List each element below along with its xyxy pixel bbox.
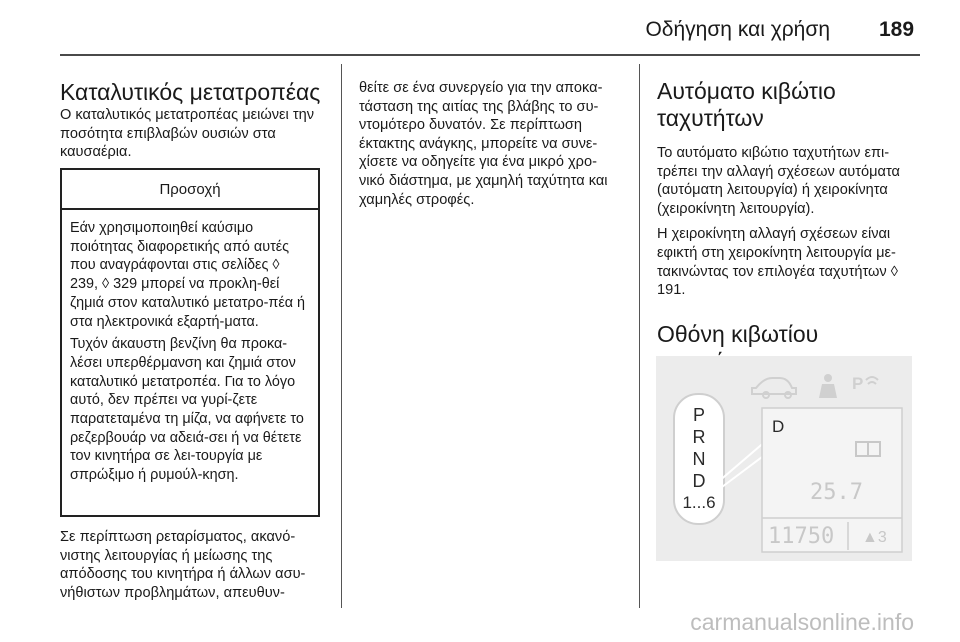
gear-p: P — [692, 405, 706, 425]
section-heading-display: Οθόνη κιβωτίου — [657, 320, 819, 347]
page-number: 189 — [879, 18, 915, 41]
caution-paragraph-1: Εάν χρησιμοποιηθεί καύσιμο ποιότητας διαφορετικής από αυτές που αναγράφονται στις σελίδες ◊ 239, ◊ 329 μπορεί να προκλη-θεί ζημιά στον καταλυτικό μετατρο-πέα ή στα ηλεκτρονικά εξαρτή-ματα. — [70, 220, 306, 330]
column-2 — [359, 79, 621, 209]
header-title: Οδήγηση και χρήση — [645, 18, 830, 41]
gear-manual: 1...6 — [682, 493, 716, 512]
park-label: P — [852, 374, 864, 393]
display-temperature: 25.7 — [810, 480, 863, 505]
caution-paragraph-2: Τυχόν άκαυστη βενζίνη θα προκα-λέσει υπερθέρμανση και ζημιά στον καταλυτικό μετατροπέα. Για το λόγο αυτό, δεν πρέπει να γυρί-ζετε παρατεταμένα τη μίζα, να αφήνετε το ρεζερβουάρ να αδειά-σει ή να θέτετε τον κινητήρα σε λει-τουργία με σπρώξιμο ή ρυμούλ-κηση. — [70, 336, 304, 484]
continued-text: θείτε σε ένα συνεργείο για την αποκα-τάσταση της αιτίας της βλάβης το συ-ντομότερο δυνατόν. Σε περίπτωση έκτακτης ανάγκης, μπορείτε να συνε-χίσετε να οδηγείτε για ένα μικρό χρο-νικό διάστημα, με χαμηλή ταχύτητα και χαμηλές στροφές. — [359, 80, 608, 208]
column-divider-1 — [341, 64, 342, 608]
header-rule — [60, 54, 920, 56]
automatic-paragraph-2: Η χειροκίνητη αλλαγή σχέσεων είναι εφικτή στη χειροκίνητη λειτουργία με-τακινώντας τον επιλογέα ταχυτήτων ◊ 191. — [657, 226, 898, 299]
column-1-bottom — [60, 528, 328, 602]
gear-d: D — [692, 471, 706, 491]
display-gear: D — [772, 417, 785, 436]
section-heading-catalytic: Καταλυτικός μετατροπέας — [60, 79, 321, 105]
section-heading-automatic: Αυτόματο κιβώτιο ταχυτήτων — [657, 78, 836, 131]
gear-display-illustration — [656, 356, 912, 561]
gear-r: R — [692, 427, 706, 447]
automatic-paragraph-1: Το αυτόματο κιβώτιο ταχυτήτων επι-τρέπει την αλλαγή σχέσεων αυτόματα (αυτόματη λειτουργία) ή χειροκίνητα (χειροκίνητη λειτουργία). — [657, 145, 900, 217]
column-1 — [60, 79, 328, 162]
caution-box — [60, 168, 320, 517]
caution-title: Προσοχή — [62, 170, 318, 210]
display-indicator: ▲3 — [862, 529, 887, 546]
bottom-text: Σε περίπτωση ρεταρίσματος, ακανό-νιστης λειτουργίας ή μείωσης της απόδοσης του κινητήρα ή άλλων ασυ-νήθιστων προβλημάτων, απευθυν- — [60, 529, 306, 601]
column-3 — [657, 78, 923, 375]
gear-n: N — [692, 449, 706, 469]
column-divider-2 — [639, 64, 640, 608]
watermark: carmanualsonline.info — [690, 609, 914, 635]
display-odometer: 11750 — [768, 524, 835, 549]
intro-text: Ο καταλυτικός μετατροπέας μειώνει την ποσότητα επιβλαβών ουσιών στα καυσαέρια. — [60, 107, 315, 161]
gear-display-figure — [656, 356, 912, 561]
